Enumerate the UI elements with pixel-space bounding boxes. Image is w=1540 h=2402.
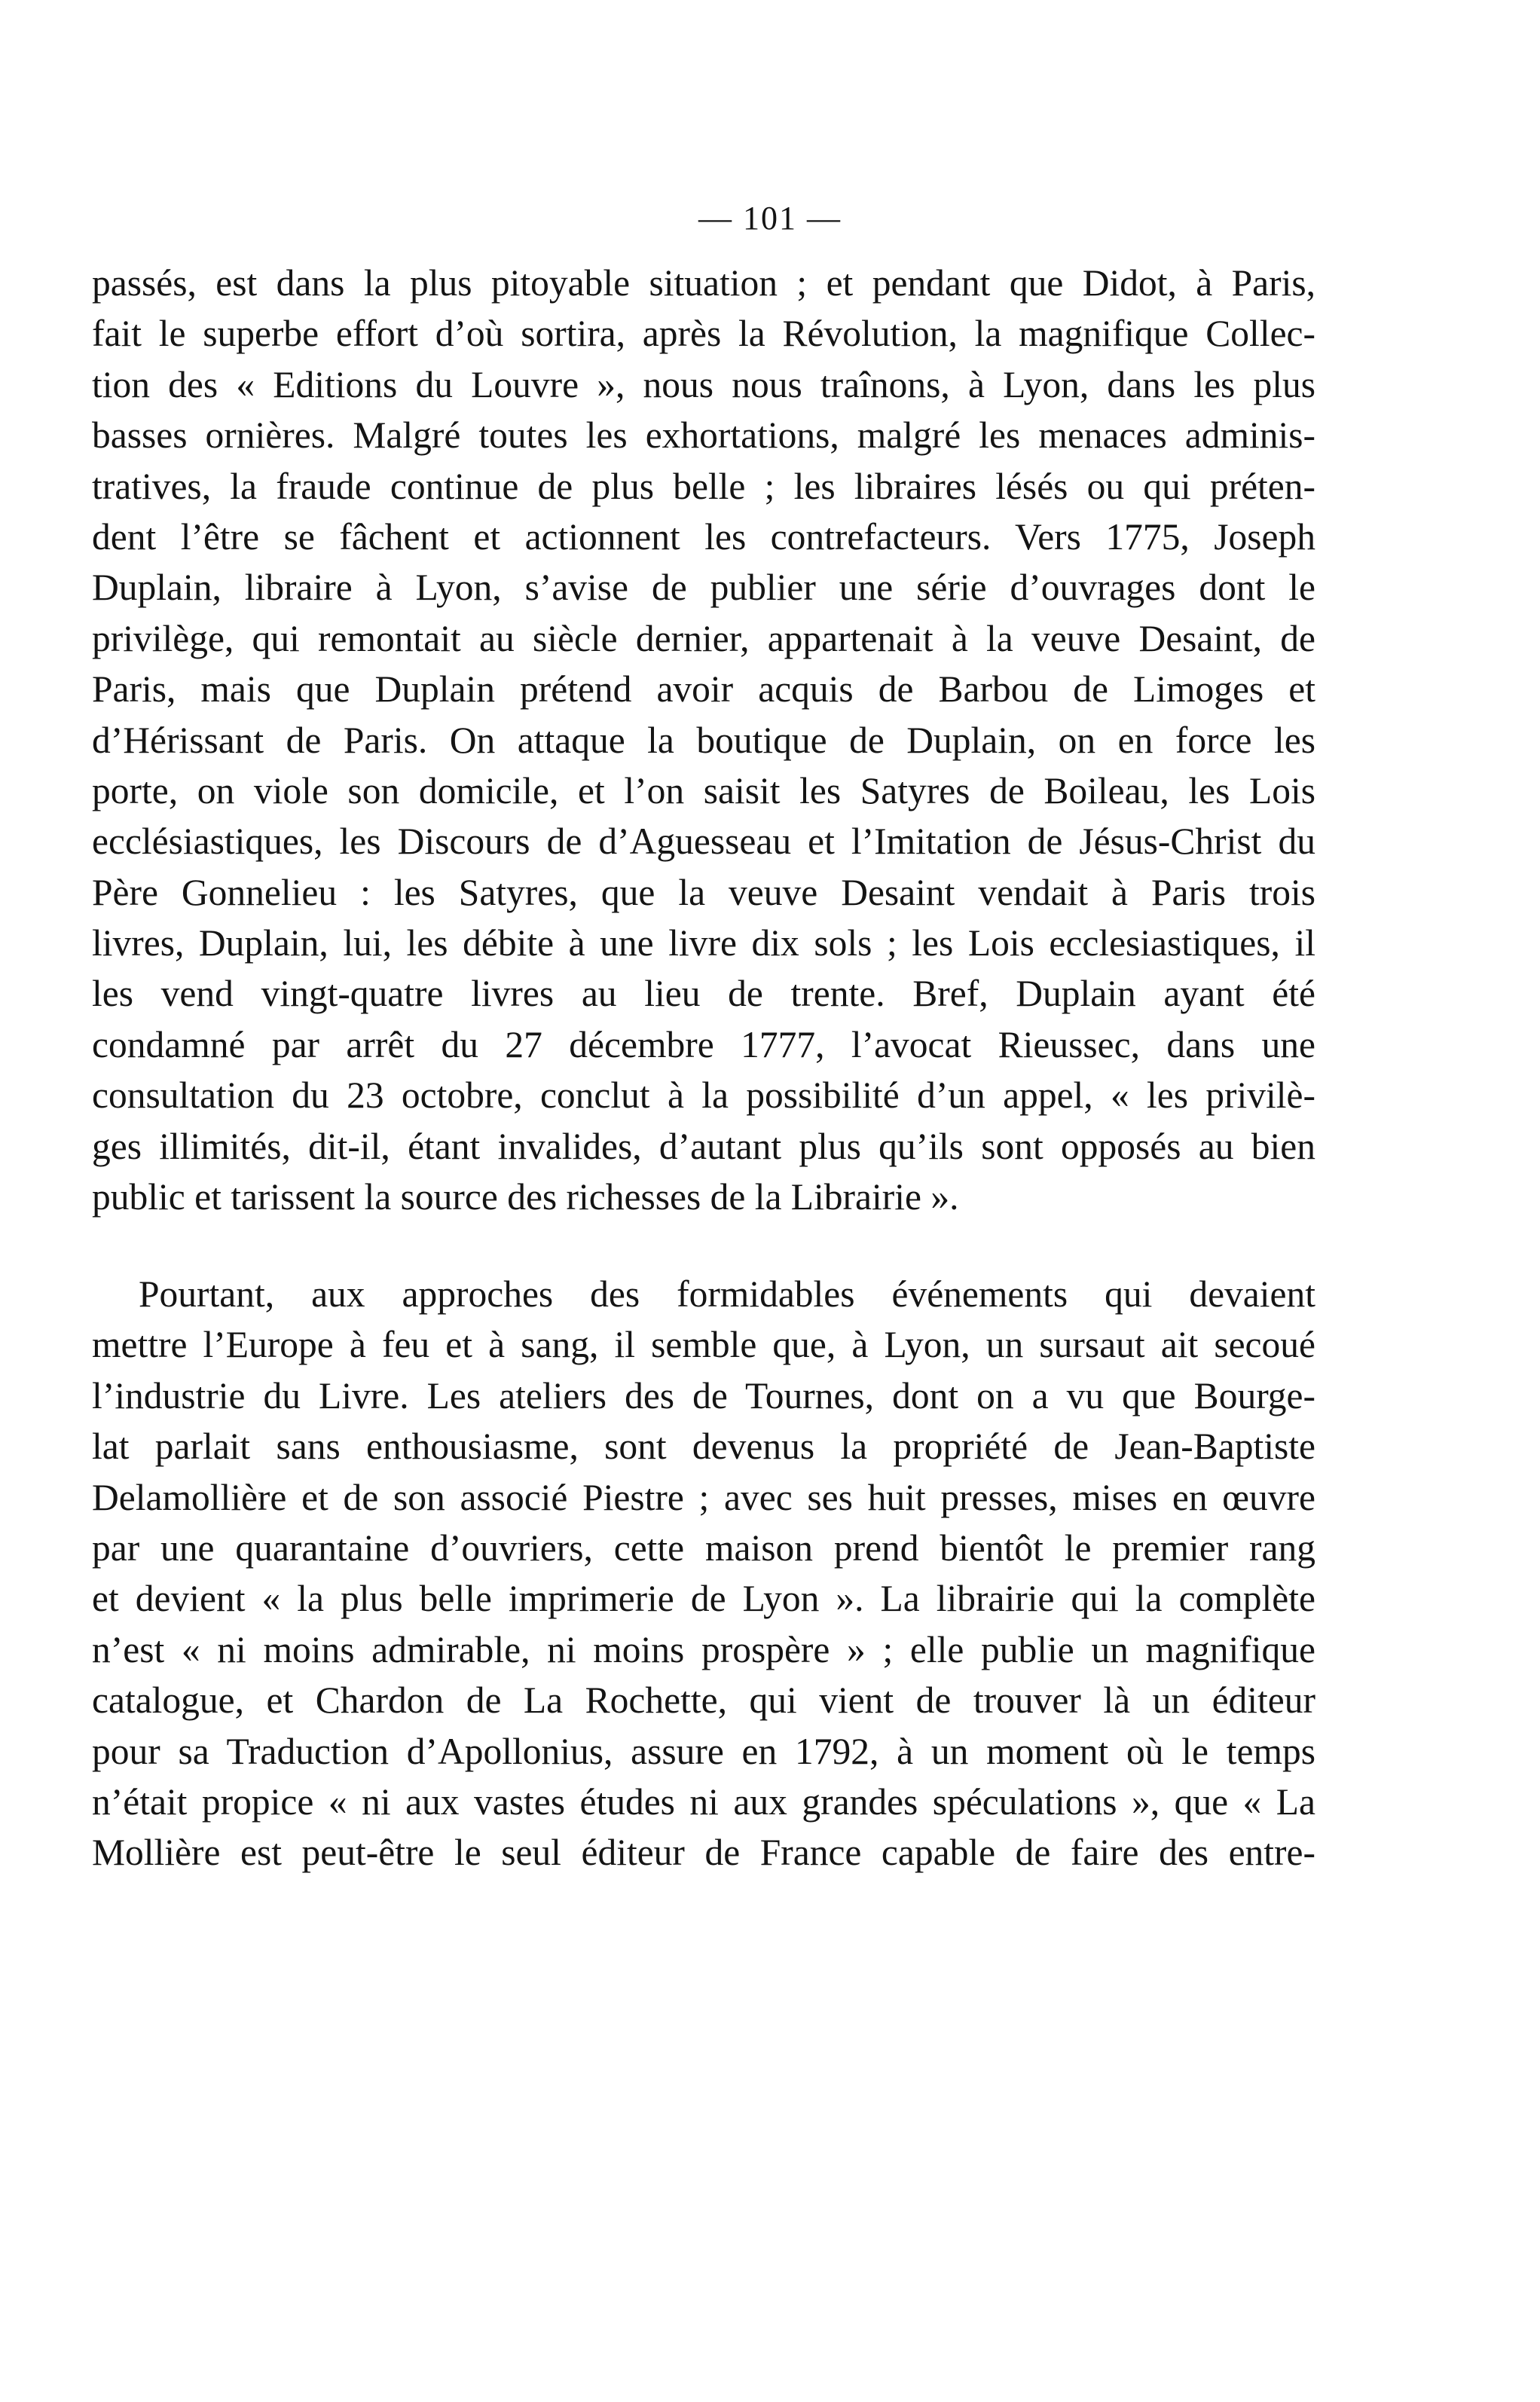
text-line: condamné par arrêt du 27 décembre 1777, l’avocat Rieussec, dans une bbox=[92, 1023, 1315, 1065]
text-line: d’Hérissant de Paris. On attaque la boutique de Duplain, on en force les bbox=[92, 719, 1315, 761]
text-line: ecclésiastiques, les Discours de d’Aguesseau et l’Imitation de Jésus-Christ du bbox=[92, 821, 1315, 863]
text-line: livres, Duplain, lui, les débite à une livre dix sols ; les Lois ecclesiastiques, il bbox=[92, 922, 1315, 964]
text-line: porte, on viole son domicile, et l’on saisit les Satyres de Boileau, les Lois bbox=[92, 769, 1315, 811]
text-line: Pourtant, aux approches des formidables événements qui devaient bbox=[139, 1273, 1315, 1315]
text-line: tratives, la fraude continue de plus belle ; les libraires lésés ou qui préten- bbox=[92, 465, 1315, 507]
text-line: Duplain, libraire à Lyon, s’avise de publier une série d’ouvrages dont le bbox=[92, 567, 1315, 609]
text-line: pour sa Traduction d’Apollonius, assure en 1792, à un moment où le temps bbox=[92, 1730, 1315, 1772]
text-line: Père Gonnelieu : les Satyres, que la veuve Desaint vendait à Paris trois bbox=[92, 871, 1315, 913]
text-line: consultation du 23 octobre, conclut à la possibilité d’un appel, « les privilè- bbox=[92, 1074, 1315, 1117]
text-line: et devient « la plus belle imprimerie de Lyon ». La librairie qui la complète bbox=[92, 1578, 1315, 1620]
text-line: basses ornières. Malgré toutes les exhortations, malgré les menaces adminis- bbox=[92, 414, 1315, 457]
text-line: tion des « Editions du Louvre », nous nous traînons, à Lyon, dans les plus bbox=[92, 363, 1315, 405]
text-line: n’est « ni moins admirable, ni moins prospère » ; elle publie un magnifique bbox=[92, 1628, 1315, 1670]
text-line: par une quarantaine d’ouvriers, cette maison prend bientôt le premier rang bbox=[92, 1526, 1315, 1569]
text-line: les vend vingt-quatre livres au lieu de trente. Bref, Duplain ayant été bbox=[92, 973, 1315, 1015]
text-line: Delamollière et de son associé Piestre ; avec ses huit presses, mises en œuvre bbox=[92, 1476, 1315, 1518]
text-line: privilège, qui remontait au siècle dernier, appartenait à la veuve Desaint, de bbox=[92, 617, 1315, 659]
text-line: lat parlait sans enthousiasme, sont devenus la propriété de Jean-Baptiste bbox=[92, 1426, 1315, 1468]
text-line: catalogue, et Chardon de La Rochette, qui vient de trouver là un éditeur bbox=[92, 1679, 1315, 1722]
text-line: Mollière est peut-être le seul éditeur de France capable de faire des entre- bbox=[92, 1832, 1315, 1874]
paragraph-1 bbox=[92, 258, 1315, 1222]
text-line: mettre l’Europe à feu et à sang, il semble que, à Lyon, un sursaut ait secoué bbox=[92, 1324, 1315, 1366]
text-line: ges illimités, dit-il, étant invalides, d’autant plus qu’ils sont opposés au bien bbox=[92, 1125, 1315, 1167]
text-line: fait le superbe effort d’où sortira, après la Révolution, la magnifique Collec- bbox=[92, 313, 1315, 355]
text-line: dent l’être se fâchent et actionnent les contrefacteurs. Vers 1775, Joseph bbox=[92, 515, 1315, 558]
text-line: public et tarissent la source des richesses de la Librairie ». bbox=[92, 1176, 959, 1218]
page-number: — 101 — bbox=[698, 200, 842, 237]
text-line: l’industrie du Livre. Les ateliers des de Tournes, dont on a vu que Bourge- bbox=[92, 1374, 1315, 1416]
text-line: n’était propice « ni aux vastes études ni aux grandes spéculations », que « La bbox=[92, 1780, 1315, 1823]
text-line: Paris, mais que Duplain prétend avoir acquis de Barbou de Limoges et bbox=[92, 668, 1315, 711]
text-line: passés, est dans la plus pitoyable situation ; et pendant que Didot, à Paris, bbox=[92, 262, 1315, 304]
paragraph-2 bbox=[92, 1269, 1315, 1878]
